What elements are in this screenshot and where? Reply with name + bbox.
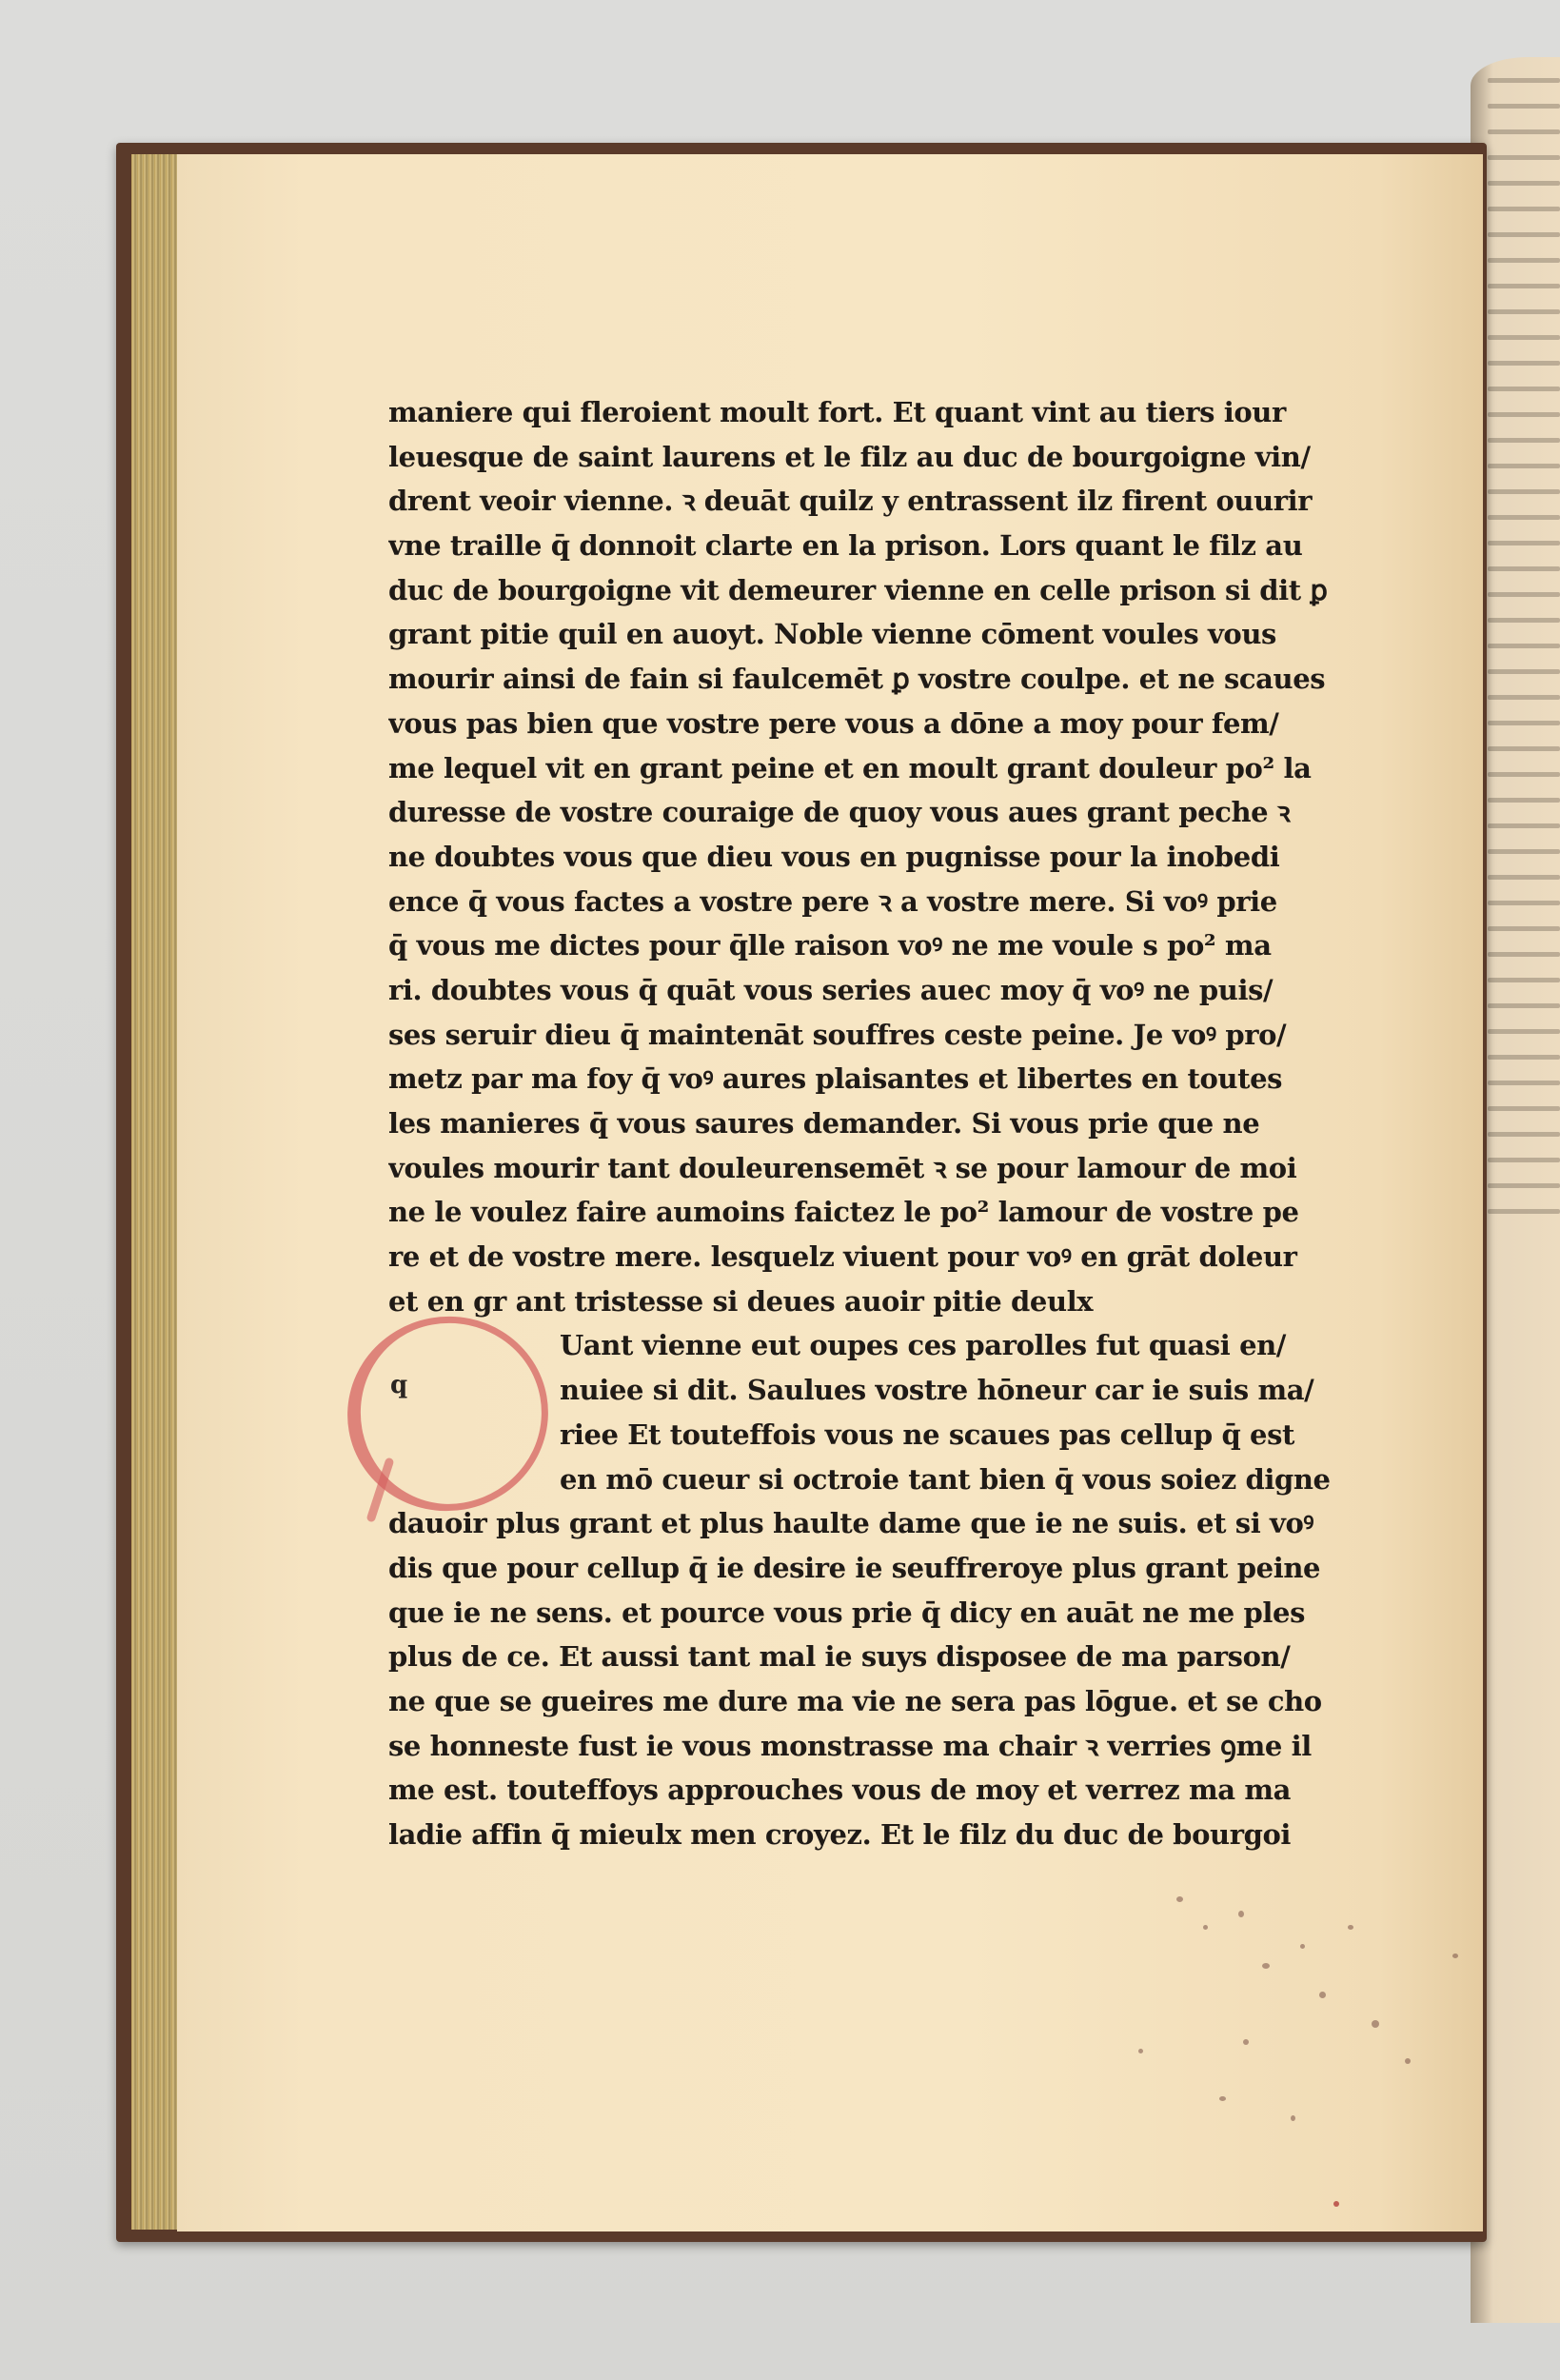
text-line: riee Et touteffois vous ne scaues pas cellup q̄ est <box>560 1418 1294 1451</box>
text-line: maniere qui fleroient moult fort. Et quant vint au tiers iour <box>388 396 1286 428</box>
text-line: re et de vostre mere. lesquelz viuent pour voꝰ en grāt doleur <box>388 1240 1297 1274</box>
text-line: vne traille q̄ donnoit clarte en la prison. Lors quant le filz au <box>388 529 1303 563</box>
text-line: dauoir plus grant et plus haulte dame que ie ne suis. et si voꝰ <box>388 1507 1314 1540</box>
text-line: nuiee si dit. Saulues vostre hōneur car ie suis ma/ <box>560 1374 1314 1407</box>
text-line: et en gr ant tristesse si deues auoir pitie deulx <box>388 1284 1094 1318</box>
gilt-page-edge <box>131 154 178 2230</box>
text-line: ses seruir dieu q̄ maintenāt souffres ceste peine. Je voꝰ pro/ <box>388 1018 1287 1051</box>
guide-letter: q <box>390 1371 408 1399</box>
text-line: ne que se gueires me dure ma vie ne sera pas lōgue. et se cho <box>388 1684 1322 1717</box>
text-line: ence q̄ vous factes a vostre pere ꝛ a vostre mere. Si voꝰ prie <box>388 884 1277 918</box>
text-line: en mō cueur si octroie tant bien q̄ vous soiez digne <box>560 1462 1331 1496</box>
page-text <box>388 390 1378 1857</box>
text-line: duresse de vostre couraige de quoy vous aues grant peche ꝛ <box>388 796 1291 829</box>
text-line: leuesque de saint laurens et le filz au duc de bourgoigne vin/ <box>388 440 1311 473</box>
text-line: metz par ma foy q̄ voꝰ aures plaisantes et libertes en toutes <box>388 1062 1283 1096</box>
text-line: me lequel vit en grant peine et en moult grant douleur po² la <box>388 751 1312 784</box>
text-line: mourir ainsi de fain si faulcemēt ꝑ vostre coulpe. et ne scaues <box>388 663 1326 696</box>
text-line: plus de ce. Et aussi tant mal ie suys disposee de ma parson/ <box>388 1640 1291 1674</box>
text-line: ne doubtes vous que dieu vous en pugnisse pour la inobedi <box>388 840 1280 873</box>
text-line: Uant vienne eut oupes ces parolles fut quasi en/ <box>560 1329 1286 1362</box>
text-line: ri. doubtes vous q̄ quāt vous series auec moy q̄ voꝰ ne puis/ <box>388 973 1274 1006</box>
text-line: duc de bourgoigne vit demeurer vienne en celle prison si dit ꝑ <box>388 573 1328 606</box>
text-line: les manieres q̄ vous saures demander. Si vous prie que ne <box>388 1107 1260 1140</box>
text-line: que ie ne sens. et pource vous prie q̄ dicy en auāt ne me ples <box>388 1596 1306 1629</box>
text-line: voules mourir tant douleurensemēt ꝛ se pour lamour de moi <box>388 1151 1297 1184</box>
text-line: vous pas bien que vostre pere vous a dōne a moy pour fem/ <box>388 706 1279 740</box>
text-line: ladie affin q̄ mieulx men croyez. Et le filz du duc de bourgoi <box>388 1818 1292 1851</box>
text-line: ne le voulez faire aumoins faictez le po² lamour de vostre pe <box>388 1196 1299 1229</box>
text-line: drent veoir vienne. ꝛ deuāt quilz y entrassent ilz firent ouurir <box>388 485 1313 518</box>
text-line: grant pitie quil en auoyt. Noble vienne cōment voules vous <box>388 618 1276 651</box>
text-line: se honneste fust ie vous monstrasse ma chair ꝛ verries ꝯme il <box>388 1729 1312 1762</box>
text-line: dis que pour cellup q̄ ie desire ie seuffreroye plus grant peine <box>388 1551 1321 1584</box>
text-line: q̄ vous me dictes pour q̄lle raison voꝰ ne me voule s po² ma <box>388 929 1272 962</box>
text-line: me est. touteffoys approuches vous de moy et verrez ma ma <box>388 1774 1292 1807</box>
